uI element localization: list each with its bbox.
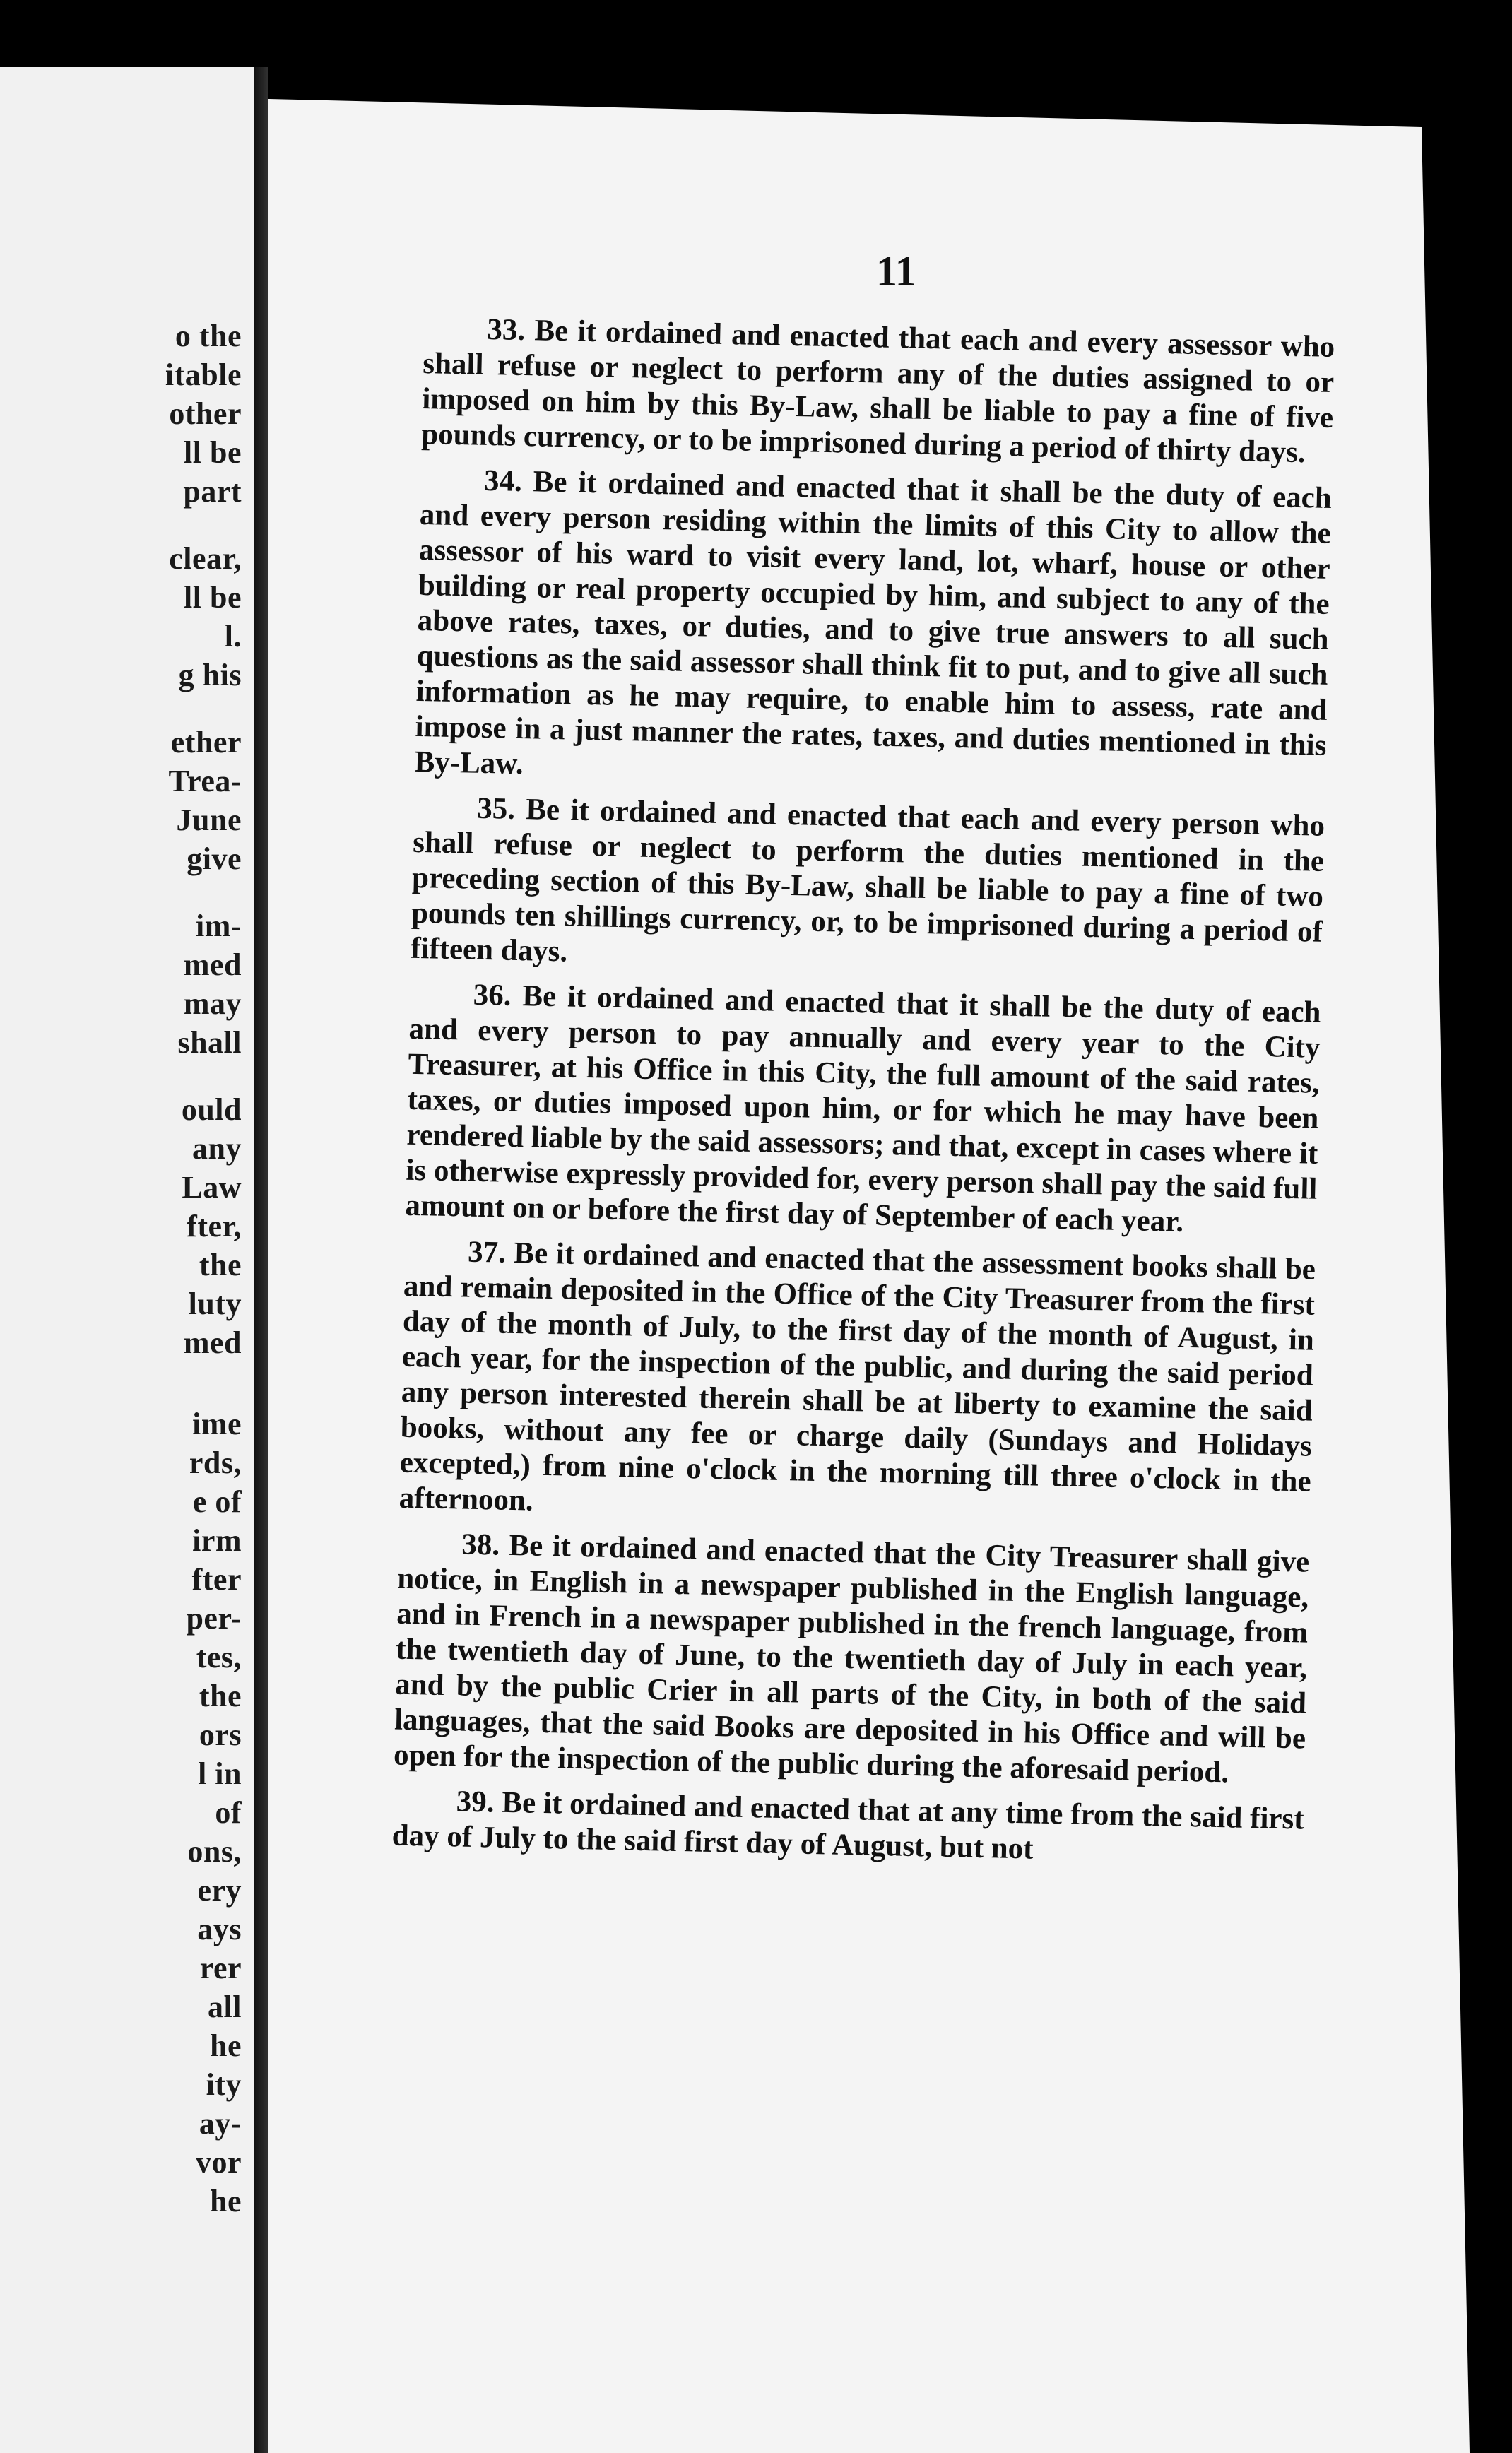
section-36-paragraph: 36. Be it ordained and enacted that it shall be the duty of each and every person to pay annually and every year to the City Treasurer, at his Office in this City, the full amount of the said rates, taxes, or duties imposed upon him, or for which he may have been rendered liable by the said assessors; and that, except in cases where it is otherwise expressly provided for, every person shall pay the said full amount on or before the first day of September of each year. <box>404 978 1321 1239</box>
facing-page-line-fragment: l in <box>198 1756 242 1791</box>
section-39-paragraph: 39. Be it ordained and enacted that at any time from the said first day of July to the said first day of August, but not <box>391 1785 1305 1866</box>
facing-page-line-fragment: luty <box>188 1287 242 1321</box>
section-33-paragraph: 33. Be it ordained and enacted that each and every assessor who shall refuse or neglect to perform any of the duties assigned to or imposed on him by this By-Law, shall be liable to pay a fine of five pounds currency, or to be imprisoned during a period of thirty days. <box>420 312 1335 470</box>
facing-page-line-fragment: he <box>210 2184 242 2218</box>
facing-page-edge <box>0 67 254 2453</box>
facing-page-line-fragment: the <box>199 1679 242 1713</box>
facing-page-line-fragment: irm <box>192 1523 242 1558</box>
facing-page-line-fragment: l. <box>224 619 242 654</box>
facing-page-line-fragment: g his <box>178 658 242 692</box>
facing-page-line-fragment: ay- <box>199 2106 242 2141</box>
facing-page-line-fragment: may <box>183 986 242 1021</box>
facing-page-line-fragment: June <box>176 803 242 837</box>
facing-page-line-fragment: tes, <box>196 1640 242 1674</box>
facing-page-line-fragment: Law <box>182 1170 242 1205</box>
facing-page-line-fragment: clear, <box>169 541 242 576</box>
facing-page-line-fragment: other <box>169 396 242 431</box>
facing-page-line-fragment: med <box>183 1325 242 1360</box>
section-35-paragraph: 35. Be it ordained and enacted that each and every person who shall refuse or neglect to perform the duties mentioned in the preceding section of this By-Law, shall be liable to pay a fine of two pounds ten shillings currency, or, to be imprisoned during a period of fifteen days. <box>410 791 1325 969</box>
facing-page-line-fragment: ether <box>170 725 242 759</box>
facing-page-line-fragment: ays <box>197 1912 242 1946</box>
facing-page-line-fragment: rer <box>199 1951 242 1985</box>
facing-page-line-fragment: ons, <box>187 1834 242 1869</box>
facing-page-line-fragment: ll be <box>184 580 242 615</box>
facing-page-line-fragment: im- <box>195 909 242 943</box>
facing-page-line-fragment: ery <box>197 1873 242 1908</box>
facing-page-line-fragment: all <box>208 1990 242 2024</box>
facing-page-line-fragment: vor <box>195 2145 242 2180</box>
facing-page-line-fragment: fter, <box>187 1209 242 1243</box>
facing-page-line-fragment: fter <box>191 1562 242 1597</box>
facing-page-line-fragment: part <box>183 474 242 509</box>
section-37-paragraph: 37. Be it ordained and enacted that the assessment books shall be and remain deposited in the Office of the City Treasurer from the first day of the month of July, to the first day of the month of August, in each year, for the inspection of the public, and during the said period any person interested therein shall be at liberty to examine the said books, without any fee or charge daily (Sundays and Holidays excepted,) from nine o'clock in the morning till three o'clock in the afternoon. <box>398 1235 1316 1518</box>
facing-page-line-fragment: o the <box>175 319 242 353</box>
facing-page-line-fragment: Trea- <box>168 764 242 798</box>
facing-page-line-fragment: ors <box>199 1718 242 1752</box>
page-text <box>391 311 1335 1883</box>
section-38-paragraph: 38. Be it ordained and enacted that the City Treasurer shall give notice, in English in a newspaper published in the English language, and in French in a newspaper published in the french language, from the twentieth day of June, to the twentieth day of July in each year, and by the public Crier in all parts of the City, in both of the said languages, that the said Books are deposited in his Office and will be open for the inspection of the public during the aforesaid period. <box>393 1527 1310 1790</box>
facing-page-line-fragment: shall <box>177 1025 242 1060</box>
facing-page-line-fragment: of <box>215 1795 242 1830</box>
facing-page-line-fragment: med <box>183 947 242 982</box>
facing-page-line-fragment: ll be <box>184 435 242 470</box>
section-34-paragraph: 34. Be it ordained and enacted that it shall be the duty of each and every person residing within the limits of this City to allow the assessor of his ward to visit every land, lot, wharf, house or other building or real property occupied by him, and subject to any of the above rates, taxes, or duties, and to give true answers to all such questions as the said assessor shall think fit to put, and to give all such information as he may require, to enable him to assess, rate and impose in a just manner the rates, taxes, and duties mentioned in this By-Law. <box>414 463 1333 781</box>
facing-page-line-fragment: per- <box>186 1601 242 1636</box>
facing-page-line-fragment: give <box>187 841 242 876</box>
book-gutter <box>254 67 268 2453</box>
facing-page-line-fragment: any <box>192 1131 242 1166</box>
facing-page-line-fragment: the <box>199 1248 242 1282</box>
facing-page-line-fragment: he <box>210 2028 242 2063</box>
facing-page-line-fragment: rds, <box>189 1446 242 1480</box>
facing-page-line-fragment: e of <box>192 1484 242 1519</box>
facing-page-line-fragment: ould <box>181 1092 242 1127</box>
facing-page-line-fragment: itable <box>165 357 242 392</box>
facing-page-line-fragment: ity <box>206 2067 242 2102</box>
facing-page-line-fragment: ime <box>192 1407 242 1441</box>
page-number: 11 <box>876 248 916 295</box>
